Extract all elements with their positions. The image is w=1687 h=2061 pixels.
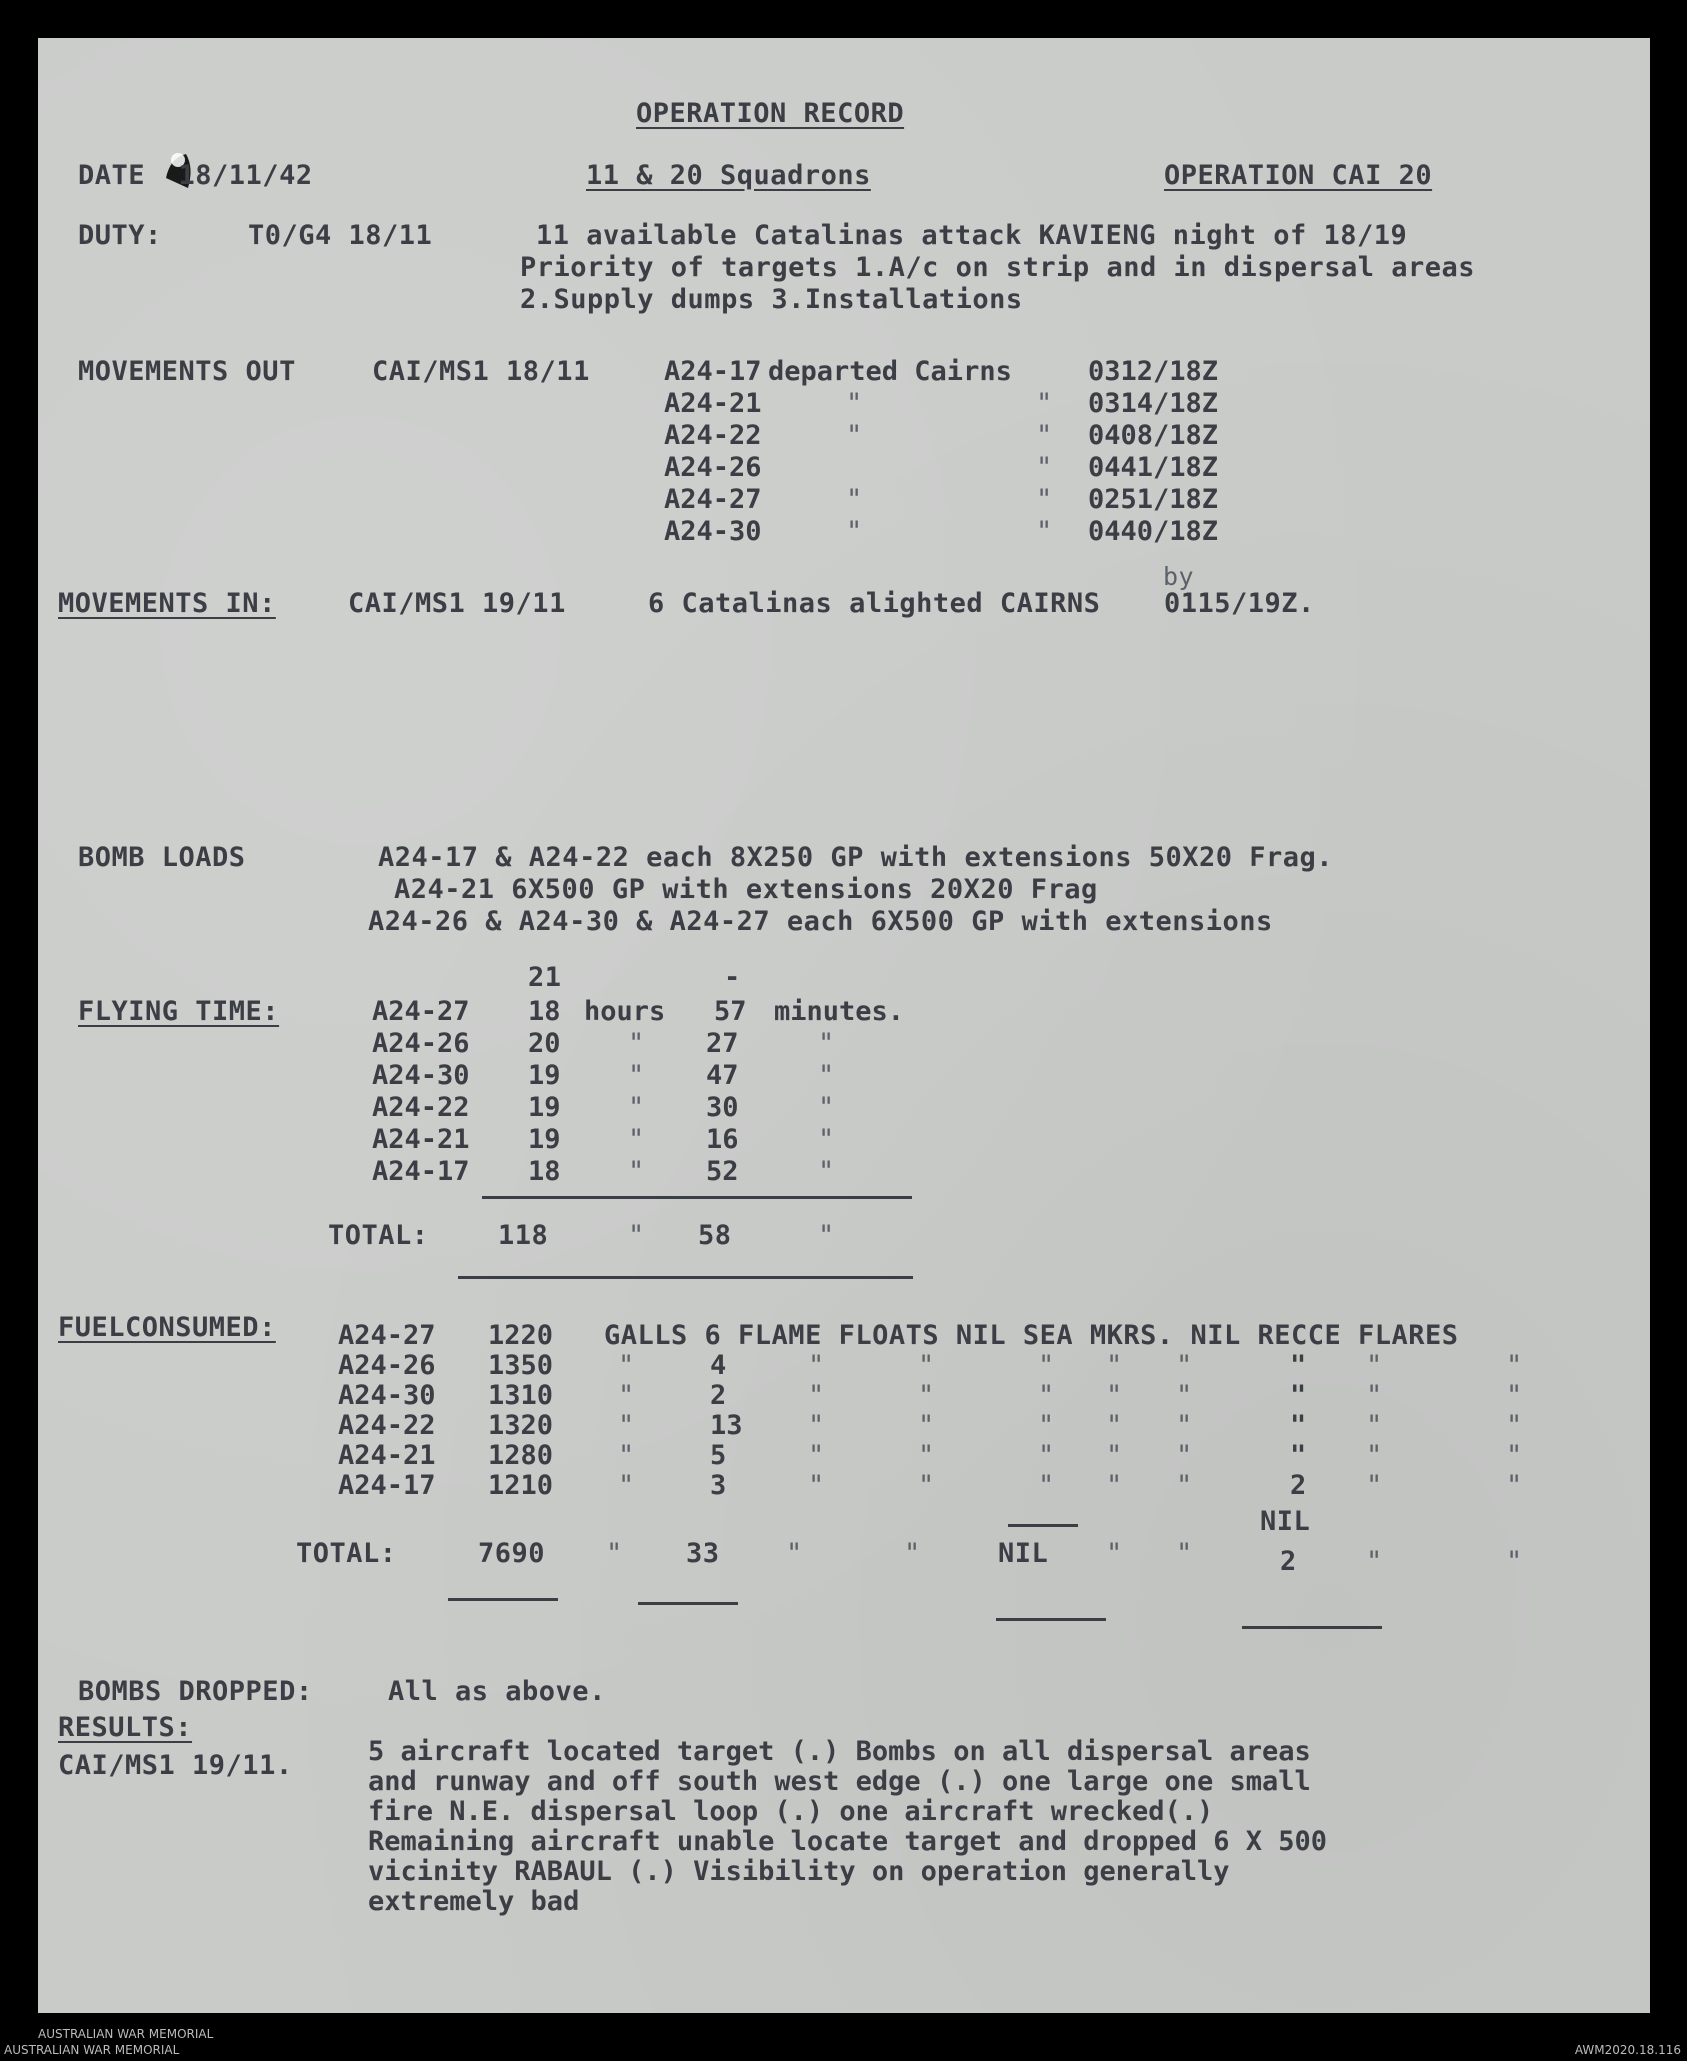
ditto-mark: " <box>628 1156 645 1187</box>
ditto-mark: " <box>1506 1380 1523 1411</box>
flying-hours: 19 <box>528 1060 561 1091</box>
movements-in-text: 6 Catalinas alighted CAIRNS <box>648 588 1101 619</box>
movements-in-label: MOVEMENTS IN: <box>58 588 276 619</box>
ditto-mark: " <box>628 1060 645 1091</box>
movements-out-label: MOVEMENTS OUT <box>78 356 296 387</box>
fuel-aircraft: A24-30 <box>338 1380 436 1411</box>
fuel-recce: " <box>1290 1410 1307 1441</box>
ditto-mark: " <box>918 1470 935 1501</box>
ditto-mark: " <box>628 1092 645 1123</box>
ditto-mark: " <box>1106 1350 1123 1381</box>
ditto-mark: " <box>618 1380 635 1411</box>
ditto-mark: " <box>786 1538 803 1569</box>
ditto-mark: " <box>1038 1350 1055 1381</box>
movements-in-time: 0115/19Z. <box>1164 588 1315 619</box>
date-field: DATE 18/11/42 <box>78 160 313 191</box>
fuel-total-sea: NIL <box>998 1538 1049 1569</box>
results-ref: CAI/MS1 19/11. <box>58 1750 293 1781</box>
fuel-header: GALLS 6 FLAME FLOATS NIL SEA MKRS. NIL RECCE FLARES <box>604 1320 1459 1351</box>
movement-aircraft: A24-30 <box>664 516 762 547</box>
fuel-total-rule <box>1242 1626 1382 1629</box>
fuel-aircraft: A24-26 <box>338 1350 436 1381</box>
ditto-mark: " <box>808 1440 825 1471</box>
ditto-mark: " <box>628 1028 645 1059</box>
ditto-mark: " <box>1038 1470 1055 1501</box>
hours-word: hours <box>584 996 666 1027</box>
ditto-mark: " <box>818 1124 835 1155</box>
movement-note: " <box>846 516 863 547</box>
movement-aircraft: A24-22 <box>664 420 762 451</box>
ditto-mark: " <box>904 1538 921 1569</box>
flying-correction-hours: 21 <box>528 962 562 993</box>
results-line: Remaining aircraft unable locate target and dropped 6 X 500 <box>368 1826 1328 1857</box>
ditto-mark: " <box>1036 420 1053 451</box>
flying-time-label: FLYING TIME: <box>78 996 280 1027</box>
ditto-mark: " <box>1106 1380 1123 1411</box>
ditto-mark: " <box>818 1156 835 1187</box>
ditto-mark: " <box>618 1470 635 1501</box>
ditto-mark: " <box>1106 1470 1123 1501</box>
flying-aircraft: A24-30 <box>372 1060 470 1091</box>
duty-line: 2.Supply dumps 3.Installations <box>520 284 1023 315</box>
footer-left: AUSTRALIAN WAR MEMORIAL <box>4 2043 180 2057</box>
ditto-mark: " <box>628 1220 645 1251</box>
ditto-mark: " <box>818 1028 835 1059</box>
results-line: fire N.E. dispersal loop (.) one aircraft wrecked(.) <box>368 1796 1214 1827</box>
bomb-loads-line: A24-21 6X500 GP with extensions 20X20 Frag <box>394 874 1098 905</box>
fuel-recce: 2 <box>1290 1470 1307 1501</box>
minutes-word: minutes. <box>774 996 905 1027</box>
flying-hours: 19 <box>528 1092 561 1123</box>
flying-minutes: 16 <box>706 1124 739 1155</box>
ditto-mark: " <box>818 1092 835 1123</box>
fuel-aircraft: A24-27 <box>338 1320 436 1351</box>
bomb-loads-line: A24-17 & A24-22 each 8X250 GP with extensions 50X20 Frag. <box>378 842 1334 873</box>
fuel-flame-floats: 4 <box>710 1350 727 1381</box>
movement-time: 0441/18Z <box>1088 452 1219 483</box>
flying-aircraft: A24-26 <box>372 1028 470 1059</box>
ditto-mark: " <box>1506 1546 1523 1577</box>
ditto-mark: " <box>808 1410 825 1441</box>
fuel-flame-floats: 3 <box>710 1470 727 1501</box>
ditto-mark: " <box>1366 1410 1383 1441</box>
fuel-recce-nil: NIL <box>1260 1506 1311 1537</box>
ditto-mark: " <box>1506 1440 1523 1471</box>
ditto-mark: " <box>1176 1470 1193 1501</box>
fuel-total-rule <box>638 1602 738 1605</box>
results-line: 5 aircraft located target (.) Bombs on all dispersal areas <box>368 1736 1311 1767</box>
movement-aircraft: A24-26 <box>664 452 762 483</box>
fuel-aircraft: A24-17 <box>338 1470 436 1501</box>
ditto-mark: " <box>618 1410 635 1441</box>
movement-time: 0408/18Z <box>1088 420 1219 451</box>
movement-note: departed Cairns <box>768 356 1012 387</box>
fuel-total-flame: 33 <box>686 1538 720 1569</box>
fuel-gallons: 1310 <box>488 1380 554 1411</box>
duty-line: 11 available Catalinas attack KAVIENG night of 18/19 <box>536 220 1408 251</box>
bombs-dropped-label: BOMBS DROPPED: <box>78 1676 313 1707</box>
movements-in-by: by <box>1163 562 1195 591</box>
ditto-mark: " <box>918 1410 935 1441</box>
movements-in-ref: CAI/MS1 19/11 <box>348 588 566 619</box>
flying-hours: 20 <box>528 1028 561 1059</box>
operation-field: OPERATION CAI 20 <box>1164 160 1433 191</box>
fuel-label: FUELCONSUMED: <box>58 1312 276 1343</box>
results-line: vicinity RABAUL (.) Visibility on operation generally <box>368 1856 1230 1887</box>
ditto-mark: " <box>808 1380 825 1411</box>
flying-aircraft: A24-21 <box>372 1124 470 1155</box>
fuel-gallons: 1280 <box>488 1440 554 1471</box>
flying-minutes: 47 <box>706 1060 739 1091</box>
fuel-total-gallons: 7690 <box>478 1538 546 1569</box>
ditto-mark: " <box>808 1350 825 1381</box>
duty-line: Priority of targets 1.A/c on strip and in dispersal areas <box>520 252 1476 283</box>
flying-total-hours: 118 <box>498 1220 549 1251</box>
fuel-gallons: 1220 <box>488 1320 554 1351</box>
ditto-mark: " <box>618 1350 635 1381</box>
ditto-mark: " <box>808 1470 825 1501</box>
flying-aircraft: A24-27 <box>372 996 470 1027</box>
movements-out-ref: CAI/MS1 18/11 <box>372 356 590 387</box>
ditto-mark: " <box>1366 1380 1383 1411</box>
fuel-recce: " <box>1290 1350 1307 1381</box>
ditto-mark: " <box>1036 516 1053 547</box>
ditto-mark: " <box>1176 1538 1193 1569</box>
fuel-flame-floats: 2 <box>710 1380 727 1411</box>
ditto-mark: " <box>1106 1538 1123 1569</box>
ditto-mark: " <box>1176 1380 1193 1411</box>
ditto-mark: " <box>1506 1410 1523 1441</box>
fuel-recce: " <box>1290 1380 1307 1411</box>
movement-note: " <box>846 420 863 451</box>
fuel-total-rule <box>996 1618 1106 1621</box>
ditto-mark: " <box>1366 1470 1383 1501</box>
fuel-rule <box>1008 1524 1078 1527</box>
flying-minutes: 52 <box>706 1156 739 1187</box>
flying-hours: 18 <box>528 996 561 1027</box>
movement-time: 0440/18Z <box>1088 516 1219 547</box>
duty-ref: T0/G4 18/11 <box>248 220 433 251</box>
results-label: RESULTS: <box>58 1712 193 1743</box>
ditto-mark: " <box>1366 1350 1383 1381</box>
ditto-mark: " <box>1038 1380 1055 1411</box>
ditto-mark: " <box>818 1060 835 1091</box>
fuel-total-recce: 2 <box>1280 1546 1297 1577</box>
ditto-mark: " <box>818 1220 835 1251</box>
movement-note: " <box>846 484 863 515</box>
ditto-mark: " <box>628 1124 645 1155</box>
fuel-total-rule <box>448 1598 558 1601</box>
fuel-recce: " <box>1290 1440 1307 1471</box>
ditto-mark: " <box>1106 1410 1123 1441</box>
ditto-mark: " <box>1506 1350 1523 1381</box>
ditto-mark: " <box>1036 484 1053 515</box>
ditto-mark: " <box>1038 1440 1055 1471</box>
flying-total-minutes: 58 <box>698 1220 732 1251</box>
ditto-mark: " <box>918 1440 935 1471</box>
ditto-mark: " <box>918 1350 935 1381</box>
movement-note: " <box>846 388 863 419</box>
fuel-aircraft: A24-22 <box>338 1410 436 1441</box>
results-line: extremely bad <box>368 1886 580 1917</box>
ditto-mark: " <box>1176 1350 1193 1381</box>
flying-total-label: TOTAL: <box>328 1220 429 1251</box>
footer-left: AUSTRALIAN WAR MEMORIAL <box>38 2027 214 2041</box>
fuel-gallons: 1210 <box>488 1470 554 1501</box>
movement-aircraft: A24-17 <box>664 356 762 387</box>
flying-hours: 18 <box>528 1156 561 1187</box>
squadrons-field: 11 & 20 Squadrons <box>586 160 871 191</box>
ditto-mark: " <box>1366 1440 1383 1471</box>
flying-correction-minutes: - <box>724 962 741 993</box>
fuel-flame-floats: 13 <box>710 1410 743 1441</box>
ditto-mark: " <box>918 1380 935 1411</box>
flying-minutes: 27 <box>706 1028 739 1059</box>
fuel-aircraft: A24-21 <box>338 1440 436 1471</box>
flying-aircraft: A24-17 <box>372 1156 470 1187</box>
ditto-mark: " <box>1176 1440 1193 1471</box>
bomb-loads-label: BOMB LOADS <box>78 842 246 873</box>
results-line: and runway and off south west edge (.) one large one small <box>368 1766 1311 1797</box>
ditto-mark: " <box>1366 1546 1383 1577</box>
flying-aircraft: A24-22 <box>372 1092 470 1123</box>
movement-time: 0251/18Z <box>1088 484 1219 515</box>
ditto-mark: " <box>1036 388 1053 419</box>
ditto-mark: " <box>1106 1440 1123 1471</box>
movement-aircraft: A24-21 <box>664 388 762 419</box>
fuel-total-label: TOTAL: <box>296 1538 397 1569</box>
bombs-dropped-text: All as above. <box>388 1676 606 1707</box>
document-page <box>38 38 1650 2041</box>
ditto-mark: " <box>1506 1470 1523 1501</box>
fuel-gallons: 1320 <box>488 1410 554 1441</box>
movement-time: 0314/18Z <box>1088 388 1219 419</box>
ditto-mark: " <box>1038 1410 1055 1441</box>
ditto-mark: " <box>606 1538 623 1569</box>
movement-time: 0312/18Z <box>1088 356 1219 387</box>
ditto-mark: " <box>1036 452 1053 483</box>
flying-total-rule <box>458 1276 913 1279</box>
ditto-mark: " <box>618 1440 635 1471</box>
bomb-loads-line: A24-26 & A24-30 & A24-27 each 6X500 GP with extensions <box>368 906 1273 937</box>
flying-minutes: 30 <box>706 1092 739 1123</box>
flying-rule <box>482 1196 912 1199</box>
flying-minutes: 57 <box>714 996 747 1027</box>
footer-right: AWM2020.18.116 <box>1574 2043 1681 2057</box>
duty-label: DUTY: <box>78 220 162 251</box>
fuel-flame-floats: 5 <box>710 1440 727 1471</box>
flying-hours: 19 <box>528 1124 561 1155</box>
movement-aircraft: A24-27 <box>664 484 762 515</box>
fuel-gallons: 1350 <box>488 1350 554 1381</box>
document-title: OPERATION RECORD <box>636 98 905 129</box>
ditto-mark: " <box>1176 1410 1193 1441</box>
